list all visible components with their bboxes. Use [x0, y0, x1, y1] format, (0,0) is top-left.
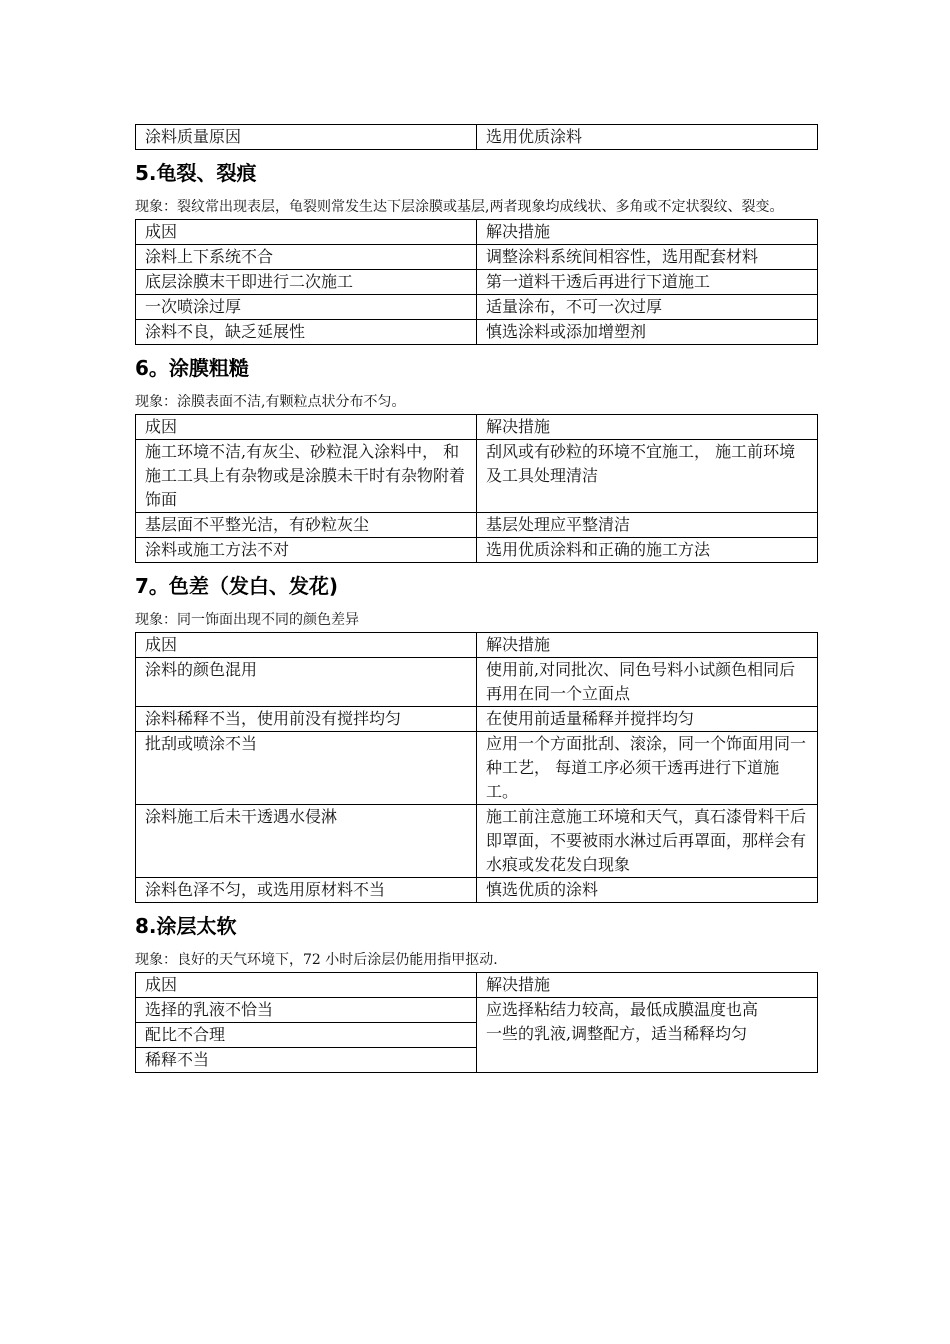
solution-cell: 选用优质涂料 [477, 125, 818, 150]
cause-cell: 涂料上下系统不合 [136, 245, 477, 270]
table-row [136, 732, 818, 805]
header-cause: 成因 [136, 973, 477, 998]
solution-cell: 应用一个方面批刮、滚涂，同一个饰面用同一种工艺， 每道工序必须干透再进行下道施工。 [477, 732, 818, 805]
cause-cell: 涂料稀释不当，使用前没有搅拌均匀 [136, 707, 477, 732]
cause-cell: 一次喷涂过厚 [136, 295, 477, 320]
table-header-row [136, 220, 818, 245]
cause-cell: 涂料的颜色混用 [136, 658, 477, 707]
cause-cell: 稀释不当 [136, 1048, 477, 1073]
table-row [136, 513, 818, 538]
cause-cell: 选择的乳液不恰当 [136, 998, 477, 1023]
table-row [136, 805, 818, 878]
section-title-7: 7。色差（发白、发花) [135, 574, 339, 598]
cause-cell: 涂料质量原因 [136, 125, 477, 150]
solution-cell: 使用前,对同批次、同色号料小试颜色相同后再用在同一个立面点 [477, 658, 818, 707]
cause-cell: 涂料或施工方法不对 [136, 538, 477, 563]
solution-cell: 调整涂料系统间相容性，选用配套材料 [477, 245, 818, 270]
document-page [135, 124, 815, 1073]
cause-cell: 批刮或喷涂不当 [136, 732, 477, 805]
solution-cell: 施工前注意施工环境和天气，真石漆骨料干后即罩面，不要被雨水淋过后再罩面，那样会有水痕或发花发白现象 [477, 805, 818, 878]
table-header-row [136, 633, 818, 658]
table-row [136, 707, 818, 732]
solution-cell: 选用优质涂料和正确的施工方法 [477, 538, 818, 563]
solution-cell [477, 998, 818, 1073]
solution-cell: 慎选优质的涂料 [477, 878, 818, 903]
table-section-7 [135, 632, 818, 903]
cause-cell: 涂料施工后未干透遇水侵淋 [136, 805, 477, 878]
table-section-6 [135, 414, 818, 563]
solution-cell: 适量涂布，不可一次过厚 [477, 295, 818, 320]
header-cause: 成因 [136, 220, 477, 245]
header-cause: 成因 [136, 415, 477, 440]
table-row [136, 270, 818, 295]
section-title-6: 6。涂膜粗糙 [135, 356, 249, 380]
solution-cell: 基层处理应平整清洁 [477, 513, 818, 538]
section-desc-5: 现象：裂纹常出现表层，龟裂则常发生达下层涂膜或基层,两者现象均成线状、多角或不定状裂纹、裂变。 [135, 199, 784, 215]
cause-cell: 基层面不平整光洁，有砂粒灰尘 [136, 513, 477, 538]
table-row [136, 295, 818, 320]
table-row [136, 320, 818, 345]
table-row [136, 658, 818, 707]
table-coating-quality [135, 124, 818, 150]
solution-cell: 在使用前适量稀释并搅拌均匀 [477, 707, 818, 732]
header-solution: 解决措施 [477, 633, 818, 658]
section-title-5: 5.龟裂、裂痕 [135, 161, 257, 185]
section-desc-7: 现象：同一饰面出现不同的颜色差异 [135, 612, 359, 628]
header-solution: 解决措施 [477, 415, 818, 440]
table-section-5 [135, 219, 818, 345]
table-row [136, 125, 818, 150]
header-solution: 解决措施 [477, 973, 818, 998]
solution-line: 应选择粘结力较高，最低成膜温度也高 [486, 1000, 759, 1019]
table-header-row [136, 415, 818, 440]
cause-cell: 底层涂膜末干即进行二次施工 [136, 270, 477, 295]
table-row [136, 440, 818, 513]
table-row [136, 878, 818, 903]
cause-cell: 施工环境不洁,有灰尘、砂粒混入涂料中， 和施工工具上有杂物或是涂膜未干时有杂物附着饰面 [136, 440, 477, 513]
solution-line: 一些的乳液,调整配方，适当稀释均匀 [486, 1024, 748, 1043]
table-row [136, 538, 818, 563]
table-section-8 [135, 972, 818, 1073]
cause-cell: 涂料色泽不匀，或选用原材料不当 [136, 878, 477, 903]
table-row [136, 245, 818, 270]
solution-cell: 慎选涂料或添加增塑剂 [477, 320, 818, 345]
solution-cell: 刮风或有砂粒的环境不宜施工， 施工前环境及工具处理清洁 [477, 440, 818, 513]
section-title-8: 8.涂层太软 [135, 914, 237, 938]
header-solution: 解决措施 [477, 220, 818, 245]
section-desc-8: 现象：良好的天气环境下，72 小时后涂层仍能用指甲抠动. [135, 952, 498, 968]
cause-cell: 涂料不良，缺乏延展性 [136, 320, 477, 345]
solution-cell: 第一道料干透后再进行下道施工 [477, 270, 818, 295]
section-desc-6: 现象：涂膜表面不洁,有颗粒点状分布不匀。 [135, 394, 406, 410]
cause-cell: 配比不合理 [136, 1023, 477, 1048]
table-row [136, 998, 818, 1023]
table-header-row [136, 973, 818, 998]
header-cause: 成因 [136, 633, 477, 658]
